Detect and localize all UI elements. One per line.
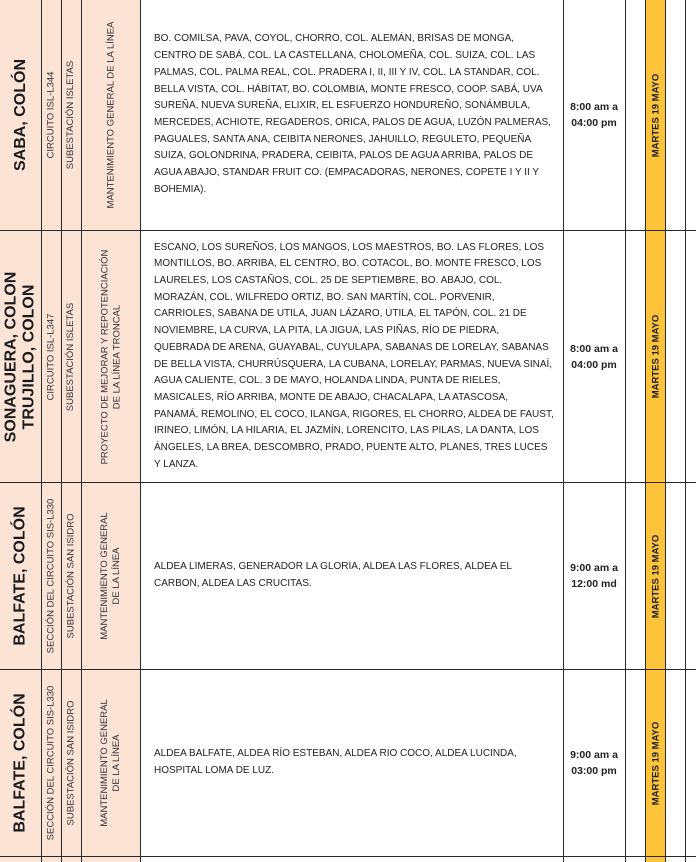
areas-text: ALDEA LIMERAS, GENERADOR LA GLORIA, ALDEA LAS FLORES, ALDEA EL CARBON, ALDEA LAS CRUCITAS. [154, 561, 512, 589]
zone-name: BALFATE, COLÓN [11, 693, 29, 833]
circuit-label: SECCIÓN DEL CIRCUITO SIS-L330 [45, 498, 57, 654]
schedule-hours [564, 670, 624, 856]
grid-line [61, 0, 62, 862]
grid-line [41, 0, 42, 862]
grid-line [645, 0, 646, 862]
affected-areas [154, 483, 554, 669]
zone-cell [0, 483, 41, 669]
circuit-label: CIRCUITO ISL-L347 [45, 313, 57, 400]
affected-areas [154, 670, 554, 856]
circuit-label: CIRCUITO ISL-L344 [45, 71, 57, 159]
work-cell [82, 231, 140, 482]
substation-label: SUBESTACIÓN SAN ISIDRO [65, 700, 77, 826]
work-cell [82, 0, 140, 230]
circuit-cell [42, 483, 61, 669]
substation-label: SUBESTACIÓN ISLETAS [65, 302, 77, 411]
circuit-cell [42, 231, 61, 482]
substation-cell [62, 670, 81, 856]
substation-cell [62, 483, 81, 669]
hours-end: 04:00 pm [571, 358, 617, 371]
hours-start: 8:00 am a [570, 101, 618, 113]
circuit-cell [42, 0, 61, 230]
areas-text: ALDEA BALFATE, ALDEA RÍO ESTEBAN, ALDEA RIO COCO, ALDEA LUCINDA, HOSPITAL LOMA DE LUZ. [154, 748, 517, 776]
substation-label: SUBESTACIÓN SAN ISIDRO [65, 513, 77, 639]
zone-name: TRUJILLO, COLON [20, 284, 38, 429]
date-cell [646, 670, 665, 856]
date-label: MARTES 19 MAYO [650, 314, 661, 399]
substation-cell [62, 231, 81, 482]
grid-line [81, 0, 82, 862]
row-divider [0, 856, 696, 857]
circuit-label: SECCIÓN DEL CIRCUITO SIS-L330 [45, 685, 57, 841]
row-divider [0, 669, 696, 670]
hours-end: 03:00 pm [571, 765, 617, 777]
zone-name: BALFATE, COLÓN [11, 506, 29, 646]
grid-line [140, 0, 141, 862]
work-description: PROYECTO DE MEJORAR Y REPOTENCIACIÓN [99, 249, 111, 464]
grid-line [625, 0, 626, 862]
date-cell [646, 0, 665, 230]
date-label: MARTES 19 MAYO [650, 721, 661, 805]
work-description: DE LA LÍNEA [111, 734, 123, 792]
date-label: MARTES 19 MAYO [650, 73, 661, 157]
work-description: MANTENIMIENTO GENERAL [99, 512, 111, 640]
affected-areas [154, 0, 554, 230]
work-cell [82, 483, 140, 669]
zone-cell [0, 0, 41, 230]
zone-cell [0, 231, 41, 482]
areas-text: ESCANO, LOS SUREÑOS, LOS MANGOS, LOS MAESTROS, BO. LAS FLORES, LOS MONTILLOS, BO. ARRIBA, EL CENTRO, BO. COTACOL, BO. MONTE FRESCO, LOS LAURELES, LOS CASTAÑOS, COL. 25 DE SEPTIEMBRE, BO. ABAJO, COL. MORAZÁN, COL. WILFREDO ORTIZ, BO. SAN MARTÍN, COL. PORVENIR, CARRIOLES, SABANA DE UTILA, JUAN LÁZARO, UTILA, EL TAPÓN, COL. 21 DE NOVIEMBRE, LA CURVA, LA PITA, LA JIGUA, LAS PIÑAS, RÍO DE PIEDRA, QUEBRADA DE ARENA, GUAYABAL, CUYULAPA, SABANAS DE LORELAY, SABANAS DE BELLA VISTA, CHURRÚSQUERA, LA CUBANA, LORELAY, PARMAS, NUEVA SINAÍ, AGUA CALIENTE, COL. 3 DE MAYO, HOLANDA LINDA, PUNTA DE RIELES, MASICALES, RÍO ARRIBA, MONTE DE ABAJO, CHACALAPA, LA ATASCOSA, PANAMÁ, REMOLINO, EL COCO, ILANGA, RIGORES, EL CHORRO, ALDEA DE FAUST, IRINEO, LIMÓN, LA HILARIA, EL JAZMÍN, LORENCITO, LAS PILAS, LA DANTA, LOS ÁNGELES, LA BREA, DESCOMBRO, PRADO, PUENTE ALTO, PLANES, TRES LUCES Y LANZA. [154, 241, 554, 470]
table-row [0, 670, 696, 856]
schedule-hours [564, 0, 624, 230]
work-description: MANTENIMIENTO GENERAL DE LA LÍNEA [105, 21, 117, 209]
work-description: DE LA LÍNEA [111, 547, 123, 605]
work-description: DE LA LÍNEA TRONCAL [111, 304, 123, 409]
date-cell [646, 483, 665, 669]
hours-end: 12:00 md [571, 578, 617, 590]
work-description: MANTENIMIENTO GENERAL [99, 699, 111, 827]
zone-name: SONAGUERA, COLON [2, 271, 20, 442]
schedule-hours [564, 483, 624, 669]
table-row [0, 483, 696, 669]
schedule-hours [564, 231, 624, 482]
substation-label: SUBESTACIÓN ISLETAS [65, 60, 77, 170]
date-cell [646, 231, 665, 482]
hours-end: 04:00 pm [571, 117, 617, 129]
substation-cell [62, 0, 81, 230]
circuit-cell [42, 670, 61, 856]
grid-line [563, 0, 564, 862]
hours-start: 9:00 am a [570, 562, 618, 574]
zone-cell [0, 670, 41, 856]
affected-areas [154, 231, 554, 482]
hours-start: 8:00 am a [570, 342, 618, 355]
hours-start: 9:00 am a [570, 749, 618, 761]
row-divider [0, 230, 696, 231]
grid-line [665, 0, 666, 862]
areas-text: BO. COMILSA, PAVA, COYOL, CHORRO, COL. ALEMÁN, BRISAS DE MONGA, CENTRO DE SABÁ, COL. LA CASTELLANA, CHOLOMEÑA, COL. SUIZA, COL. LAS PALMAS, COL. PALMA REAL, COL. PRADERA I, II, III Y IV, COL. LA STANDAR, COL. BELLA VISTA, COL. HÁBITAT, BO. COLOMBIA, MONTE FRESCO, COOP. SABÁ, UVA SUREÑA, NUEVA SUREÑA, ELIXIR, EL ESFUERZO HONDUREÑO, SONÁMBULA, MERCEDES, ACHIOTE, REGADEROS, ORICA, PALOS DE AGUA, LUZÓN PALMERAS, PAGUALES, SANTA ANA, CEIBITA NERONES, JAHUILLO, REGULETO, PEQUEÑA SUIZA, GOLONDRINA, PRADERA, CEIBITA, PALOS DE AGUA ARRIBA, PALOS DE AGUA ABAJO, STANDAR FRUIT CO. (EMPACADORAS, NERONES, COPETE I Y II Y BOHEMIA). [154, 33, 551, 195]
work-cell [82, 670, 140, 856]
grid-line [685, 0, 686, 862]
row-divider [0, 482, 696, 483]
table-row [0, 231, 696, 482]
date-label: MARTES 19 MAYO [650, 534, 661, 618]
zone-name: SABA, COLÓN [11, 59, 29, 171]
table-row [0, 0, 696, 230]
